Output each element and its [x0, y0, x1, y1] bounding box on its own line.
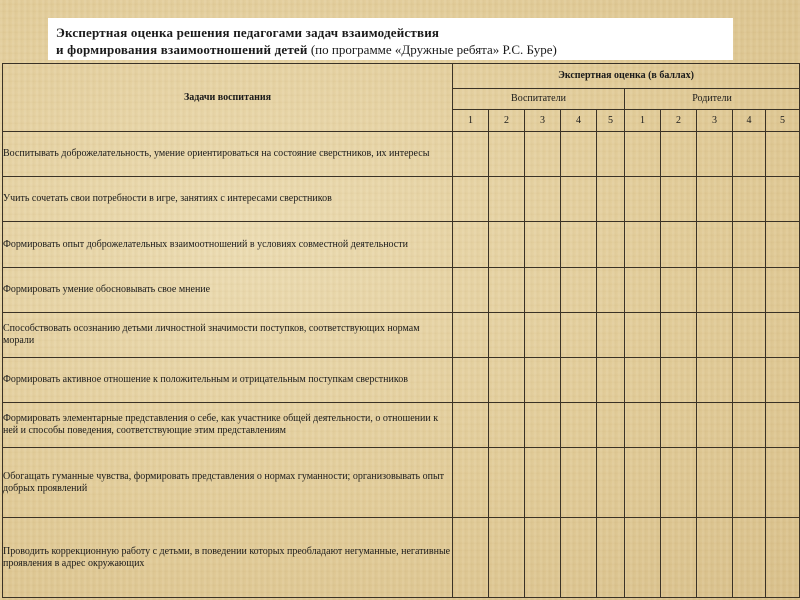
task-description: Формировать элементарные представления о себе, как участнике общей деятельности, о отношении к ней и способы поведения, соответствующие этим представлениям — [3, 403, 453, 448]
score-cell[interactable] — [597, 313, 625, 358]
score-cell[interactable] — [453, 132, 489, 177]
table-row — [3, 268, 800, 313]
score-cell[interactable] — [697, 222, 733, 268]
score-column-header: 3 — [697, 110, 733, 132]
score-cell[interactable] — [733, 132, 766, 177]
score-cell[interactable] — [489, 268, 525, 313]
score-cell[interactable] — [733, 222, 766, 268]
score-column-header: 4 — [733, 110, 766, 132]
score-cell[interactable] — [697, 403, 733, 448]
task-description: Учить сочетать свои потребности в игре, занятиях с интересами сверстников — [3, 177, 453, 222]
score-cell[interactable] — [766, 222, 800, 268]
score-cell[interactable] — [561, 448, 597, 518]
table-row — [3, 403, 800, 448]
score-cell[interactable] — [525, 222, 561, 268]
score-cell[interactable] — [597, 403, 625, 448]
score-cell[interactable] — [525, 518, 561, 598]
score-cell[interactable] — [597, 358, 625, 403]
score-cell[interactable] — [661, 177, 697, 222]
score-cell[interactable] — [766, 132, 800, 177]
score-cell[interactable] — [625, 177, 661, 222]
score-cell[interactable] — [453, 518, 489, 598]
score-column-header: 3 — [525, 110, 561, 132]
score-cell[interactable] — [597, 268, 625, 313]
score-cell[interactable] — [561, 403, 597, 448]
score-cell[interactable] — [697, 132, 733, 177]
task-column-header: Задачи воспитания — [3, 64, 453, 132]
title-line-2-bold: и формирования взаимоотношений детей — [56, 42, 308, 57]
group-header-parents: Родители — [625, 89, 800, 110]
score-cell[interactable] — [661, 403, 697, 448]
score-cell[interactable] — [733, 518, 766, 598]
score-cell[interactable] — [489, 313, 525, 358]
score-cell[interactable] — [525, 313, 561, 358]
score-cell[interactable] — [661, 358, 697, 403]
score-cell[interactable] — [525, 448, 561, 518]
table-row — [3, 222, 800, 268]
score-cell[interactable] — [661, 313, 697, 358]
table-row — [3, 358, 800, 403]
score-cell[interactable] — [597, 222, 625, 268]
score-cell[interactable] — [489, 358, 525, 403]
score-cell[interactable] — [661, 448, 697, 518]
score-cell[interactable] — [625, 518, 661, 598]
score-cell[interactable] — [625, 222, 661, 268]
score-cell[interactable] — [766, 358, 800, 403]
table-row — [3, 177, 800, 222]
score-cell[interactable] — [733, 403, 766, 448]
score-cell[interactable] — [733, 313, 766, 358]
score-cell[interactable] — [661, 518, 697, 598]
score-cell[interactable] — [489, 403, 525, 448]
score-cell[interactable] — [453, 358, 489, 403]
score-cell[interactable] — [561, 313, 597, 358]
score-cell[interactable] — [625, 448, 661, 518]
score-cell[interactable] — [525, 403, 561, 448]
score-cell[interactable] — [453, 177, 489, 222]
score-cell[interactable] — [733, 358, 766, 403]
score-cell[interactable] — [453, 313, 489, 358]
score-cell[interactable] — [597, 518, 625, 598]
table-row — [3, 313, 800, 358]
score-cell[interactable] — [489, 448, 525, 518]
score-cell[interactable] — [525, 268, 561, 313]
score-cell[interactable] — [661, 222, 697, 268]
document-title — [48, 18, 733, 60]
score-cell[interactable] — [766, 268, 800, 313]
score-cell[interactable] — [766, 177, 800, 222]
score-cell[interactable] — [766, 403, 800, 448]
task-description: Формировать опыт доброжелательных взаимоотношений в условиях совместной деятельности — [3, 222, 453, 268]
score-cell[interactable] — [525, 177, 561, 222]
score-cell[interactable] — [597, 132, 625, 177]
score-column-header: 2 — [661, 110, 697, 132]
task-description: Формировать умение обосновывать свое мнение — [3, 268, 453, 313]
task-description: Способствовать осознанию детьми личностной значимости поступков, соответствующих нормам морали — [3, 313, 453, 358]
score-cell[interactable] — [697, 268, 733, 313]
score-cell[interactable] — [625, 132, 661, 177]
score-cell[interactable] — [453, 222, 489, 268]
task-description: Формировать активное отношение к положительным и отрицательным поступкам сверстников — [3, 358, 453, 403]
score-cell[interactable] — [525, 358, 561, 403]
expert-score-header: Экспертная оценка (в баллах) — [453, 64, 800, 89]
score-cell[interactable] — [766, 518, 800, 598]
score-cell[interactable] — [597, 448, 625, 518]
score-cell[interactable] — [697, 313, 733, 358]
score-column-header: 1 — [625, 110, 661, 132]
title-line-2-rest: (по программе «Дружные ребята» Р.С. Буре) — [307, 42, 557, 57]
score-cell[interactable] — [453, 448, 489, 518]
score-cell[interactable] — [697, 518, 733, 598]
score-cell[interactable] — [625, 313, 661, 358]
score-cell[interactable] — [453, 268, 489, 313]
table-row — [3, 132, 800, 177]
score-cell[interactable] — [561, 132, 597, 177]
score-cell[interactable] — [561, 358, 597, 403]
score-cell[interactable] — [625, 268, 661, 313]
group-header-teachers: Воспитатели — [453, 89, 625, 110]
score-cell[interactable] — [733, 268, 766, 313]
score-column-header: 2 — [489, 110, 525, 132]
score-cell[interactable] — [453, 403, 489, 448]
score-column-header: 5 — [597, 110, 625, 132]
score-column-header: 4 — [561, 110, 597, 132]
task-description: Обогащать гуманные чувства, формировать представления о нормах гуманности; организовывать опыт добрых проявлений — [3, 448, 453, 518]
assessment-table — [2, 63, 800, 598]
score-cell[interactable] — [525, 132, 561, 177]
score-cell[interactable] — [697, 358, 733, 403]
score-column-header: 5 — [766, 110, 800, 132]
score-cell[interactable] — [489, 132, 525, 177]
task-description: Воспитывать доброжелательность, умение ориентироваться на состояние сверстников, их интересы — [3, 132, 453, 177]
score-cell[interactable] — [561, 177, 597, 222]
score-cell[interactable] — [697, 448, 733, 518]
score-cell[interactable] — [625, 358, 661, 403]
task-description: Проводить коррекционную работу с детьми, в поведении которых преобладают негуманные, негативные проявления в адрес окружающих — [3, 518, 453, 598]
score-cell[interactable] — [661, 132, 697, 177]
score-cell[interactable] — [766, 448, 800, 518]
table-row — [3, 448, 800, 518]
score-cell[interactable] — [733, 448, 766, 518]
score-cell[interactable] — [489, 177, 525, 222]
score-cell[interactable] — [561, 518, 597, 598]
score-cell[interactable] — [625, 403, 661, 448]
score-cell[interactable] — [489, 222, 525, 268]
score-cell[interactable] — [661, 268, 697, 313]
title-line-1: Экспертная оценка решения педагогами задач взаимодействия — [56, 25, 440, 40]
table-row — [3, 518, 800, 598]
score-cell[interactable] — [733, 177, 766, 222]
score-cell[interactable] — [561, 222, 597, 268]
score-column-header: 1 — [453, 110, 489, 132]
score-cell[interactable] — [561, 268, 597, 313]
score-cell[interactable] — [766, 313, 800, 358]
score-cell[interactable] — [489, 518, 525, 598]
score-cell[interactable] — [697, 177, 733, 222]
score-cell[interactable] — [597, 177, 625, 222]
